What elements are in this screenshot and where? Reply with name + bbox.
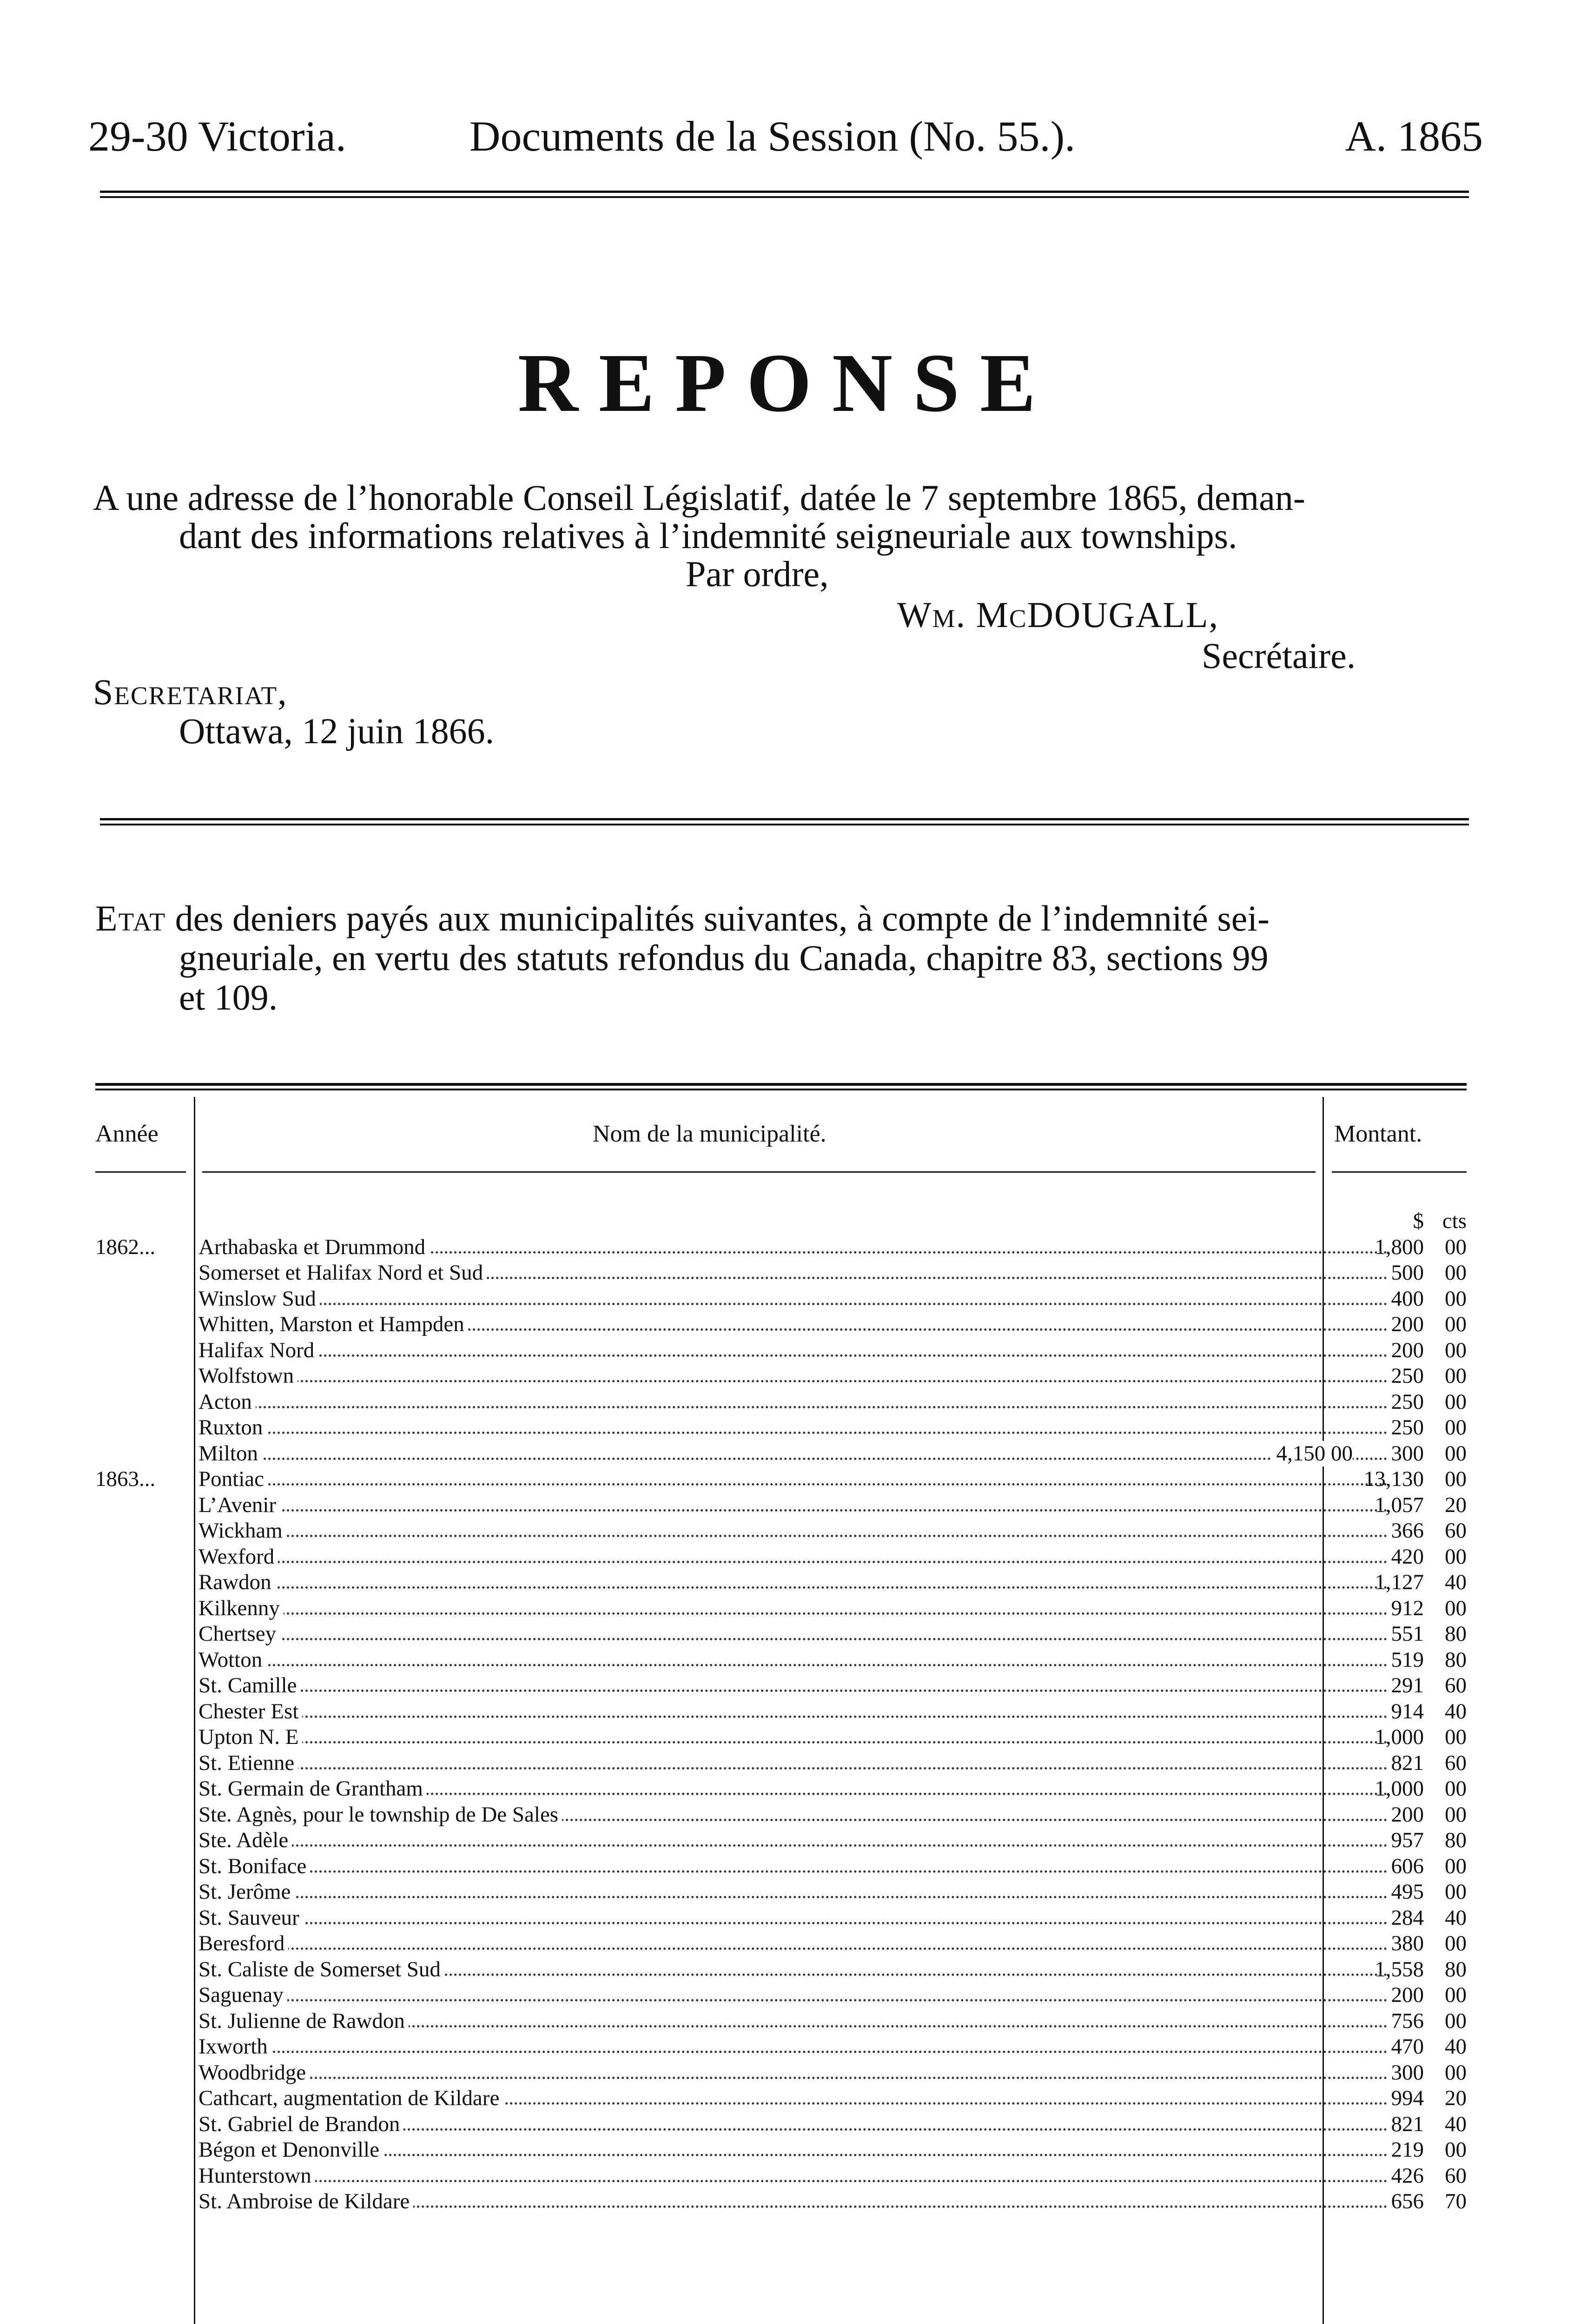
row-municipality-label: Upton N. E xyxy=(198,1725,302,1749)
row-amount-cents: 60 xyxy=(1445,1750,1467,1775)
row-year: 1863... xyxy=(95,1467,156,1491)
dot-leader xyxy=(198,1690,1388,1692)
row-municipality-label: Cathcart, augmentation de Kildare xyxy=(198,2086,503,2110)
dot-leader xyxy=(198,1716,1388,1718)
table-row xyxy=(95,1389,1467,1415)
table-row xyxy=(95,1957,1467,1983)
row-amount-dollars: 380 xyxy=(1391,1931,1424,1955)
row-municipality-label: Whitten, Marston et Hampden xyxy=(198,1312,468,1336)
row-municipality-label: Beresford xyxy=(198,1931,288,1955)
row-amount-cents: 40 xyxy=(1445,2034,1467,2059)
row-amount-dollars: 300 xyxy=(1391,2060,1424,2085)
row-municipality xyxy=(198,1750,1391,1776)
row-municipality xyxy=(198,1570,1391,1596)
intro-line-2: dant des informations relatives à l’indemnité seigneuriale aux townships. xyxy=(179,515,1237,556)
row-municipality xyxy=(198,2163,1391,2189)
table-row xyxy=(95,1466,1467,1492)
row-amount xyxy=(1327,1338,1467,1364)
row-municipality-label: St. Jerôme xyxy=(198,1880,294,1904)
row-municipality-label: Wolfstown xyxy=(198,1364,298,1388)
dot-leader xyxy=(198,1844,1388,1847)
row-municipality-label: Woodbridge xyxy=(198,2060,310,2085)
table-row xyxy=(95,1802,1467,1828)
row-municipality-label: Chester Est xyxy=(198,1699,302,1723)
row-municipality xyxy=(198,1596,1391,1622)
row-municipality xyxy=(198,1621,1391,1647)
table-row xyxy=(95,2137,1467,2163)
row-municipality xyxy=(198,1982,1391,2008)
row-amount-dollars: 500 xyxy=(1391,1261,1424,1285)
dot-leader xyxy=(198,1922,1388,1924)
table-row xyxy=(95,2086,1467,2112)
table-row xyxy=(95,1235,1467,1261)
row-amount-dollars: 200 xyxy=(1391,1338,1424,1362)
row-amount xyxy=(1327,2112,1467,2138)
row-amount xyxy=(1327,1570,1467,1596)
row-amount xyxy=(1327,1389,1467,1415)
column-header-name: Nom de la municipalité. xyxy=(593,1121,827,1147)
row-municipality-label: St. Camille xyxy=(198,1673,301,1697)
row-amount-dollars: 400 xyxy=(1391,1286,1424,1311)
row-amount xyxy=(1327,1260,1467,1286)
table-row xyxy=(95,1931,1467,1957)
table-row xyxy=(95,1854,1467,1880)
row-municipality-label: Ruxton xyxy=(198,1415,266,1439)
row-amount-dollars: 519 xyxy=(1391,1647,1424,1672)
etat-line-1 xyxy=(95,899,1270,938)
row-amount-cents: 00 xyxy=(1445,1854,1467,1878)
row-amount xyxy=(1327,2163,1467,2189)
row-amount-dollars: 1,057 xyxy=(1375,1492,1424,1517)
row-amount-cents: 00 xyxy=(1445,1880,1467,1904)
row-municipality-label: Acton xyxy=(198,1390,256,1414)
row-amount xyxy=(1327,1286,1467,1312)
dot-leader xyxy=(198,1458,1388,1460)
dot-leader xyxy=(198,1612,1388,1615)
row-municipality xyxy=(198,1802,1391,1828)
row-municipality xyxy=(198,1338,1391,1364)
row-municipality xyxy=(198,1673,1391,1699)
row-municipality-label: Pontiac xyxy=(198,1467,268,1491)
table-row xyxy=(95,2008,1467,2034)
row-municipality xyxy=(198,1544,1391,1570)
column-header-year: Année xyxy=(95,1121,159,1147)
row-municipality xyxy=(198,2034,1391,2060)
row-amount-dollars: 284 xyxy=(1391,1905,1424,1930)
row-municipality-label: Kilkenny xyxy=(198,1596,284,1620)
row-municipality xyxy=(198,1905,1391,1931)
table-row xyxy=(95,2189,1467,2215)
dot-leader xyxy=(198,1509,1388,1512)
row-municipality-label: Ste. Agnès, pour le township de De Sales xyxy=(198,1802,562,1827)
table-row xyxy=(95,1415,1467,1441)
signature-role: Secrétaire. xyxy=(1202,635,1356,676)
row-municipality xyxy=(198,1286,1391,1312)
row-municipality xyxy=(198,1518,1391,1544)
header-year: A. 1865 xyxy=(1345,112,1483,160)
row-municipality xyxy=(198,1441,1391,1467)
etat-line-1-text: des deniers payés aux municipalités suivantes, à compte de l’indemnité sei- xyxy=(175,898,1270,938)
row-municipality-label: Wotton xyxy=(198,1648,266,1672)
row-amount xyxy=(1327,1621,1467,1647)
row-amount-cents: 80 xyxy=(1445,1622,1467,1646)
row-municipality-label: Bégon et Denonville xyxy=(198,2138,383,2162)
table-row xyxy=(95,1776,1467,1802)
table-row xyxy=(95,1621,1467,1647)
row-amount-cents: 00 xyxy=(1445,1931,1467,1955)
row-amount xyxy=(1327,1363,1467,1389)
row-municipality xyxy=(198,2137,1391,2163)
row-municipality-label: Chertsey xyxy=(198,1622,280,1646)
row-municipality-label: Wexford xyxy=(198,1545,278,1569)
intro-line-1: A une adresse de l’honorable Conseil Législatif, datée le 7 septembre 1865, deman- xyxy=(93,477,1305,518)
row-amount-dollars: 821 xyxy=(1391,2112,1424,2136)
row-municipality xyxy=(198,1724,1391,1750)
dot-leader xyxy=(198,1483,1388,1486)
row-amount-cents: 00 xyxy=(1445,1389,1467,1414)
row-amount xyxy=(1327,1544,1467,1570)
table-row xyxy=(95,1879,1467,1905)
row-municipality xyxy=(198,2112,1391,2138)
row-municipality xyxy=(198,1389,1391,1415)
table-row xyxy=(95,1828,1467,1854)
row-amount-dollars: 1,800 xyxy=(1375,1235,1424,1259)
table-row xyxy=(95,1750,1467,1776)
row-amount xyxy=(1327,1750,1467,1776)
dot-leader xyxy=(198,1303,1388,1305)
row-year: 1862... xyxy=(95,1235,156,1259)
row-amount-cents: 40 xyxy=(1445,1570,1467,1594)
row-municipality-label: Saguenay xyxy=(198,1983,287,2007)
row-amount xyxy=(1327,1776,1467,1802)
row-amount xyxy=(1327,1802,1467,1828)
row-municipality xyxy=(198,2086,1391,2112)
row-municipality-label: Ste. Adèle xyxy=(198,1828,292,1852)
row-municipality-label: Ixworth xyxy=(198,2034,271,2059)
row-amount-cents: 00 xyxy=(1445,2008,1467,2033)
row-amount-cents: 40 xyxy=(1445,1699,1467,1723)
table-row xyxy=(95,1286,1467,1312)
place-date: Ottawa, 12 juin 1866. xyxy=(179,711,495,751)
row-amount-dollars: 495 xyxy=(1391,1880,1424,1904)
dot-leader xyxy=(198,2180,1388,2182)
dot-leader xyxy=(198,2051,1388,2053)
row-amount-cents: 40 xyxy=(1445,1905,1467,1930)
header-underline-year xyxy=(95,1171,186,1173)
row-amount-dollars: 200 xyxy=(1391,1983,1424,2007)
row-municipality-label: St. Julienne de Rawdon xyxy=(198,2009,409,2033)
table-body xyxy=(95,1208,1467,2215)
dot-leader xyxy=(198,1561,1388,1563)
row-amount xyxy=(1327,1957,1467,1983)
table-row xyxy=(95,1363,1467,1389)
table-row xyxy=(95,2034,1467,2060)
table-row xyxy=(95,1260,1467,1286)
row-amount xyxy=(1327,1931,1467,1957)
row-amount-cents: 20 xyxy=(1445,1492,1467,1517)
table-row xyxy=(95,1312,1467,1338)
row-amount-dollars: 994 xyxy=(1391,2086,1424,2110)
row-amount xyxy=(1327,1854,1467,1880)
row-amount-cents: 00 xyxy=(1445,1364,1467,1388)
row-amount-cents: 00 xyxy=(1445,2138,1467,2162)
row-amount-dollars: 1,000 xyxy=(1375,1725,1424,1749)
row-amount-cents: 00 xyxy=(1445,1725,1467,1749)
office-name: Secretariat, xyxy=(93,672,288,712)
row-municipality-label: Winslow Sud xyxy=(198,1287,320,1311)
etat-lead: Etat xyxy=(95,898,166,938)
dot-leader xyxy=(198,1870,1388,1873)
row-municipality-label: Somerset et Halifax Nord et Sud xyxy=(198,1261,487,1285)
row-municipality-label: St. Boniface xyxy=(198,1854,310,1878)
row-amount xyxy=(1327,2034,1467,2060)
header-document-title: Documents de la Session (No. 55.). xyxy=(470,112,1076,160)
row-amount-dollars: 656 xyxy=(1391,2189,1424,2213)
row-amount-dollars: 250 xyxy=(1391,1415,1424,1439)
units-row xyxy=(95,1208,1467,1235)
row-amount-cents: 00 xyxy=(1445,2060,1467,2085)
table-row xyxy=(95,1441,1467,1467)
row-municipality xyxy=(198,1312,1391,1338)
row-municipality xyxy=(198,2189,1391,2215)
row-amount xyxy=(1327,2086,1467,2112)
table-row xyxy=(95,1492,1467,1519)
row-amount-cents: 00 xyxy=(1445,1802,1467,1827)
dot-leader xyxy=(198,1586,1388,1589)
row-amount-cents: 00 xyxy=(1445,1338,1467,1362)
row-amount-dollars: 420 xyxy=(1391,1544,1424,1569)
row-amount xyxy=(1327,1699,1467,1725)
row-amount-cents: 00 xyxy=(1445,1441,1467,1466)
row-municipality-label: Wickham xyxy=(198,1519,286,1543)
column-header-amount: Montant. xyxy=(1334,1121,1422,1147)
row-municipality-label: St. Caliste de Somerset Sud xyxy=(198,1957,444,1981)
row-amount-cents: 00 xyxy=(1445,1235,1467,1259)
row-amount-dollars: 291 xyxy=(1391,1673,1424,1697)
dot-leader xyxy=(198,1896,1388,1898)
running-header xyxy=(88,112,1483,163)
row-amount-cents: 70 xyxy=(1445,2189,1467,2213)
payments-table xyxy=(95,1083,1467,2324)
row-amount-cents: 00 xyxy=(1445,1261,1467,1285)
table-top-rule xyxy=(95,1083,1467,1090)
table-row xyxy=(95,1570,1467,1596)
table-row xyxy=(95,1724,1467,1750)
dot-leader xyxy=(198,2077,1388,2079)
row-amount-cents: 00 xyxy=(1445,1596,1467,1620)
row-amount xyxy=(1327,1518,1467,1544)
row-amount-cents: 00 xyxy=(1445,1415,1467,1439)
row-amount-dollars: 426 xyxy=(1391,2163,1424,2188)
row-municipality-label: St. Ambroise de Kildare xyxy=(198,2189,413,2213)
row-amount xyxy=(1327,2060,1467,2086)
dot-leader xyxy=(198,1406,1388,1408)
row-amount xyxy=(1327,1596,1467,1622)
row-municipality-label: St. Gabriel de Brandon xyxy=(198,2112,403,2136)
table-row xyxy=(95,1699,1467,1725)
row-municipality xyxy=(198,1854,1391,1880)
row-amount-cents: 00 xyxy=(1445,1467,1467,1491)
table-row xyxy=(95,1647,1467,1673)
header-underline-amount xyxy=(1332,1171,1467,1173)
row-amount-dollars: 1,558 xyxy=(1375,1957,1424,1981)
row-amount-cents: 60 xyxy=(1445,2163,1467,2188)
row-amount-cents: 00 xyxy=(1445,1286,1467,1311)
row-amount-dollars: 756 xyxy=(1391,2008,1424,2033)
header-session: 29-30 Victoria. xyxy=(88,112,346,160)
etat-line-2: gneuriale, en vertu des statuts refondus du Canada, chapitre 83, sections 99 xyxy=(179,938,1269,978)
row-amount-cents: 60 xyxy=(1445,1519,1467,1543)
row-amount xyxy=(1327,1466,1467,1492)
row-amount-dollars: 13,130 xyxy=(1363,1467,1424,1491)
row-municipality-label: Milton xyxy=(198,1441,262,1466)
row-amount xyxy=(1327,1982,1467,2008)
dot-leader xyxy=(198,1380,1388,1382)
row-municipality-label: Hunterstown xyxy=(198,2164,315,2188)
row-municipality xyxy=(198,1415,1391,1441)
unit-dollars: $ xyxy=(1413,1209,1424,1233)
row-municipality xyxy=(198,1699,1391,1725)
row-amount-dollars: 250 xyxy=(1391,1364,1424,1388)
table-row xyxy=(95,1673,1467,1699)
table-row xyxy=(95,1338,1467,1364)
row-amount-dollars: 957 xyxy=(1391,1828,1424,1852)
row-amount-cents: 80 xyxy=(1445,1957,1467,1981)
row-amount-dollars: 606 xyxy=(1391,1854,1424,1878)
row-municipality xyxy=(198,1879,1391,1905)
dot-leader xyxy=(198,1948,1388,1950)
row-municipality xyxy=(198,2008,1391,2034)
dot-leader xyxy=(198,1767,1388,1769)
table-row xyxy=(95,1596,1467,1622)
row-municipality xyxy=(198,1260,1391,1286)
row-amount-dollars: 551 xyxy=(1391,1622,1424,1646)
row-amount xyxy=(1327,1492,1467,1519)
row-amount-cents: 00 xyxy=(1445,1983,1467,2007)
dot-leader xyxy=(198,1638,1388,1640)
row-amount xyxy=(1327,1828,1467,1854)
dot-leader xyxy=(198,1664,1388,1666)
row-municipality-label: Arthabaska et Drummond xyxy=(198,1235,429,1259)
row-amount xyxy=(1327,1879,1467,1905)
dot-leader xyxy=(198,1432,1388,1434)
row-amount xyxy=(1327,2189,1467,2215)
row-municipality xyxy=(198,1235,1391,1261)
row-subtotal: 4,150 00 xyxy=(1271,1441,1353,1467)
row-amount xyxy=(1327,1673,1467,1699)
row-amount-cents: 40 xyxy=(1445,2112,1467,2136)
table-row xyxy=(95,2060,1467,2086)
row-municipality xyxy=(198,1647,1391,1673)
row-amount-cents: 00 xyxy=(1445,1776,1467,1801)
row-municipality xyxy=(198,1957,1391,1983)
etat-line-3: et 109. xyxy=(179,977,278,1017)
row-amount-dollars: 200 xyxy=(1391,1312,1424,1336)
row-amount-cents: 80 xyxy=(1445,1828,1467,1852)
dot-leader xyxy=(198,1354,1388,1357)
dot-leader xyxy=(198,1741,1388,1743)
row-amount xyxy=(1327,2137,1467,2163)
row-amount xyxy=(1327,1235,1467,1261)
table-row xyxy=(95,1544,1467,1570)
row-amount-dollars: 821 xyxy=(1391,1750,1424,1775)
row-amount-dollars: 250 xyxy=(1391,1389,1424,1414)
row-amount-cents: 00 xyxy=(1445,1312,1467,1336)
header-rule xyxy=(100,191,1469,198)
row-amount-dollars: 219 xyxy=(1391,2138,1424,2162)
table-row xyxy=(95,1905,1467,1931)
dot-leader xyxy=(198,1999,1388,2001)
row-amount xyxy=(1327,2008,1467,2034)
row-municipality-label: St. Etienne xyxy=(198,1751,298,1775)
par-ordre: Par ordre, xyxy=(686,554,829,594)
row-municipality xyxy=(198,1828,1391,1854)
row-amount-dollars: 1,000 xyxy=(1375,1776,1424,1801)
table-row xyxy=(95,2163,1467,2189)
row-amount xyxy=(1327,1647,1467,1673)
row-amount-cents: 20 xyxy=(1445,2086,1467,2110)
unit-cents: cts xyxy=(1442,1209,1467,1233)
row-municipality-label: L’Avenir xyxy=(198,1493,280,1517)
row-amount-dollars: 914 xyxy=(1391,1699,1424,1723)
row-municipality xyxy=(198,1492,1391,1519)
row-amount-cents: 60 xyxy=(1445,1673,1467,1697)
row-amount xyxy=(1327,1905,1467,1931)
row-municipality-label: Halifax Nord xyxy=(198,1338,318,1362)
row-municipality xyxy=(198,1931,1391,1957)
row-amount-dollars: 470 xyxy=(1391,2034,1424,2059)
row-municipality-label: St. Germain de Grantham xyxy=(198,1776,427,1801)
dot-leader xyxy=(198,1535,1388,1537)
row-amount-dollars: 1,127 xyxy=(1375,1570,1424,1594)
row-municipality xyxy=(198,1776,1391,1802)
row-amount-dollars: 366 xyxy=(1391,1519,1424,1543)
row-amount-dollars: 912 xyxy=(1391,1596,1424,1620)
section-rule xyxy=(100,818,1469,825)
row-amount xyxy=(1327,1724,1467,1750)
row-municipality xyxy=(198,1363,1391,1389)
table-row xyxy=(95,1982,1467,2008)
page-title: REPONSE xyxy=(517,337,1057,429)
row-amount-cents: 80 xyxy=(1445,1647,1467,1672)
row-municipality xyxy=(198,1466,1391,1492)
row-amount xyxy=(1327,1415,1467,1441)
table-row xyxy=(95,2112,1467,2138)
row-municipality-label: St. Sauveur xyxy=(198,1906,303,1930)
row-amount-dollars: 200 xyxy=(1391,1802,1424,1827)
row-municipality-label: Rawdon xyxy=(198,1570,275,1594)
row-amount xyxy=(1327,1312,1467,1338)
signature-name: Wm. McDOUGALL, xyxy=(897,594,1219,635)
row-municipality xyxy=(198,2060,1391,2086)
row-amount-dollars: 300 xyxy=(1391,1441,1424,1466)
table-row xyxy=(95,1518,1467,1544)
row-amount-cents: 00 xyxy=(1445,1544,1467,1569)
header-underline-name xyxy=(202,1171,1316,1173)
